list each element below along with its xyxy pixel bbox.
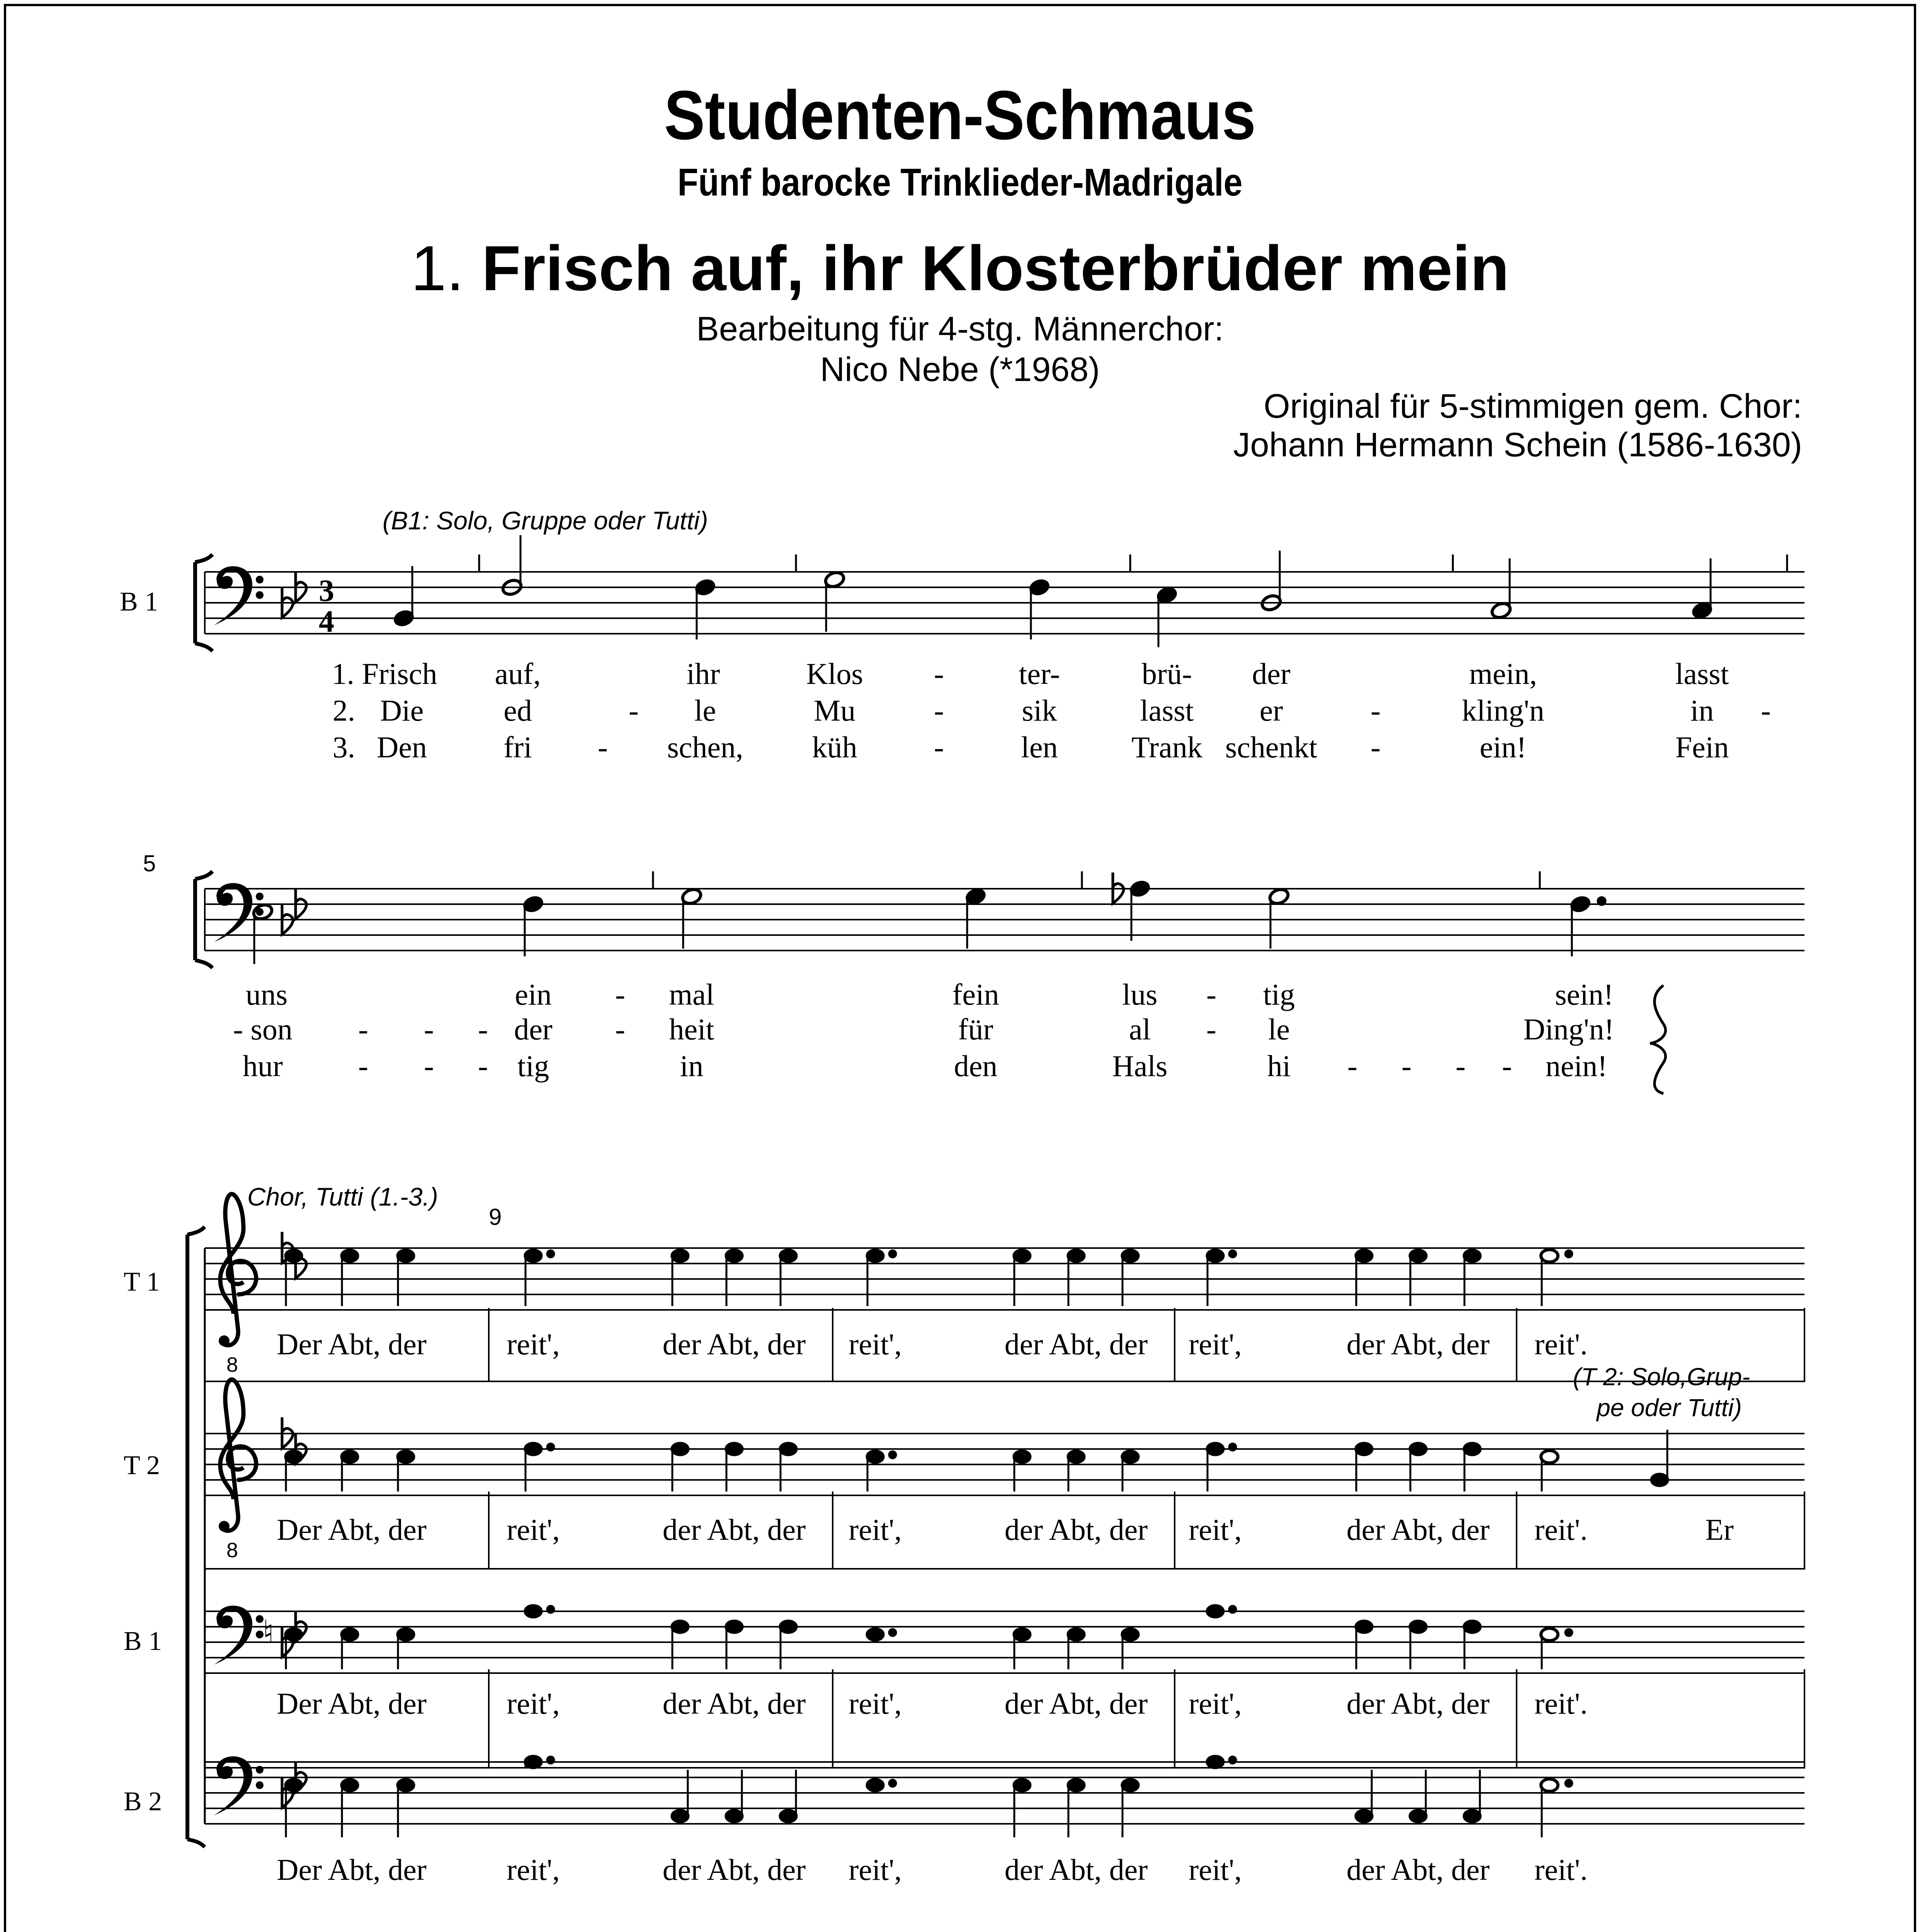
lyric: lasst	[1140, 694, 1194, 727]
lyric: 3.	[332, 730, 355, 764]
lyric: len	[1021, 730, 1058, 764]
lyric-cell: der Abt, der	[662, 1853, 806, 1886]
lyric: für	[958, 1012, 993, 1046]
lyric: hur	[243, 1049, 283, 1083]
lyric: Hals	[1112, 1049, 1168, 1083]
lyric: mal	[669, 978, 714, 1011]
lyric: fein	[952, 978, 999, 1011]
lyric: ihr	[686, 657, 720, 690]
lyric: 1. Frisch	[332, 657, 437, 690]
lyric: Mu	[813, 694, 856, 727]
lyric: er	[1259, 694, 1283, 727]
chorus-direction: Chor, Tutti (1.-3.)	[247, 1182, 438, 1211]
lyric-cell: der Abt, der	[1346, 1687, 1490, 1720]
lyric: -	[934, 730, 944, 764]
lyric-cell: Der Abt, der	[277, 1513, 427, 1546]
lyric: ein	[515, 978, 552, 1011]
lyric-cell: reit',	[849, 1687, 902, 1720]
lyric: der	[514, 1012, 553, 1046]
t1-notes	[285, 1250, 1572, 1306]
lyric-cell: reit',	[507, 1687, 560, 1720]
lyric-cell: reit',	[849, 1327, 902, 1361]
music-score: 8 (B1: Solo, Gruppe oder Tutti) B 1 3 4 1. Frisch auf, ihr Klos - ter- brü- der mein, lasst 2. Die ed - le Mu - sik lasst er - kling'n in - 3. Den fri - schen, küh - len Trank schenkt - ein! Fein 5 uns ein - mal fein lus - tig sein! - son - - - der - heit für al - le Ding'n! hur - - - tig in den Hals hi - - - - nein! Chor, Tutti (1.-3.) 9 T 1 T 2 B 1 B 2 ♮ Der Abt, der reit', der Abt, der reit', der Abt, der reit', der Abt, der reit'. Der Abt, der reit', der Abt, der reit', der Abt, der reit', der Abt, der reit'. Er Der Abt, der reit', der Abt, der reit', der Abt, der reit', der Abt, der reit'. Der Abt, der reit', der Abt, der reit', der Abt, der reit', der Abt, der reit'. (T 2: Solo,Grup- pe oder Tutti)	[0, 0, 1920, 1932]
lyric: -	[615, 1012, 625, 1046]
collection-title: Studenten-Schmaus	[664, 77, 1256, 154]
lyric: le	[694, 694, 716, 727]
lyric: schenkt	[1225, 730, 1318, 764]
lyric: ed	[503, 694, 532, 727]
lyric-cell: reit',	[849, 1853, 902, 1886]
lyric: Den	[377, 730, 427, 764]
lyric-cell: der Abt, der	[1004, 1513, 1148, 1546]
t2-pickup-lyric: Er	[1705, 1513, 1734, 1546]
lyric: 2.	[332, 694, 355, 727]
lyric-cell: reit',	[507, 1513, 560, 1546]
lyric: -	[1371, 730, 1381, 764]
lyric-cell: reit'.	[1534, 1327, 1588, 1361]
lyric: -	[934, 657, 944, 690]
lyric: küh	[812, 730, 857, 764]
system-3	[124, 1182, 1804, 1886]
lyric: ein!	[1480, 730, 1527, 764]
lyric: -	[1401, 1049, 1412, 1083]
t2-direction: (T 2: Solo,Grup-	[1573, 1363, 1750, 1391]
time-signature-top: 3	[319, 574, 334, 608]
lyric: le	[1268, 1012, 1290, 1046]
system-2	[143, 850, 1804, 1094]
verse-bracket	[1650, 985, 1665, 1094]
collection-subtitle: Fünf barocke Trinklieder-Madrigale	[677, 161, 1243, 204]
lyrics-system-2	[233, 978, 1614, 1083]
lyric: sik	[1022, 694, 1057, 727]
arranger-name: Nico Nebe (*1968)	[820, 350, 1100, 388]
system-1	[120, 506, 1804, 764]
lyric: lus	[1122, 978, 1158, 1011]
lyric-cell: reit',	[849, 1513, 902, 1546]
lyric: - son	[233, 1012, 293, 1046]
lyric: der	[1252, 657, 1291, 690]
lyric: -	[629, 694, 639, 727]
lyric: Klos	[806, 657, 863, 690]
lyric: -	[1761, 694, 1771, 727]
lyric-cell: der Abt, der	[1004, 1853, 1148, 1886]
lyric: -	[358, 1012, 368, 1046]
lyric: in	[680, 1049, 704, 1083]
lyric: -	[1347, 1049, 1357, 1083]
b1-chorus-notes	[263, 1605, 1572, 1669]
lyric: -	[424, 1049, 434, 1083]
lyric-cell: reit'.	[1534, 1513, 1588, 1546]
solo-direction-b1: (B1: Solo, Gruppe oder Tutti)	[383, 506, 708, 535]
lyric-cell: reit',	[1189, 1513, 1242, 1546]
lyric: ter-	[1019, 657, 1060, 690]
lyric: -	[478, 1012, 488, 1046]
lyric: -	[478, 1049, 488, 1083]
measure-number: 5	[143, 850, 156, 876]
lyric: Die	[380, 694, 424, 727]
lyric: hi	[1267, 1049, 1291, 1083]
lyric-cell: Der Abt, der	[277, 1327, 427, 1361]
lyric: heit	[669, 1012, 714, 1046]
lyric-cell: der Abt, der	[1004, 1327, 1148, 1361]
lyric-cell: reit'.	[1534, 1853, 1588, 1886]
lyric: -	[358, 1049, 368, 1083]
lyric-cell: Der Abt, der	[277, 1853, 427, 1886]
lyric-cell: der Abt, der	[662, 1687, 806, 1720]
lyric-cell: reit',	[507, 1327, 560, 1361]
lyric: tig	[517, 1049, 549, 1083]
lyric: -	[1502, 1049, 1512, 1083]
lyric-cell: reit',	[1189, 1687, 1242, 1720]
lyric: brü-	[1142, 657, 1192, 690]
lyric: fri	[503, 730, 532, 764]
lyric: lasst	[1675, 657, 1729, 690]
lyrics-system-3	[277, 1327, 1734, 1886]
lyric: den	[954, 1049, 998, 1083]
lyric: mein,	[1469, 657, 1537, 690]
lyric: -	[1206, 978, 1216, 1011]
lyric: Ding'n!	[1523, 1012, 1614, 1046]
svg-text:♮: ♮	[263, 1615, 274, 1649]
song-name: Frisch auf, ihr Klosterbrüder mein	[481, 233, 1509, 304]
lyric: -	[1206, 1012, 1216, 1046]
lyric-cell: der Abt, der	[1004, 1687, 1148, 1720]
lyric: -	[615, 978, 625, 1011]
lyric: in	[1690, 694, 1714, 727]
part-label-t1: T 1	[124, 1267, 160, 1297]
measure-number: 9	[489, 1204, 502, 1230]
lyric-cell: Der Abt, der	[277, 1687, 427, 1720]
lyric: tig	[1263, 978, 1295, 1011]
lyric-cell: der Abt, der	[662, 1513, 806, 1546]
lyric-cell: der Abt, der	[662, 1327, 806, 1361]
part-label-b1: B 1	[120, 587, 158, 617]
lyric-cell: reit',	[1189, 1327, 1242, 1361]
original-credit: Original für 5-stimmigen gem. Chor:	[1264, 387, 1802, 425]
lyric: -	[1456, 1049, 1466, 1083]
lyric: nein!	[1545, 1049, 1608, 1083]
part-label-b2: B 2	[124, 1787, 162, 1816]
t2-direction: pe oder Tutti)	[1597, 1394, 1742, 1422]
lyric: -	[934, 694, 944, 727]
lyric: auf,	[495, 657, 541, 690]
part-label-b1-chorus: B 1	[124, 1626, 162, 1656]
lyric-cell: reit',	[507, 1853, 560, 1886]
song-number: 1.	[411, 233, 464, 304]
composer-name: Johann Hermann Schein (1586-1630)	[1233, 425, 1802, 464]
lyric: -	[424, 1012, 434, 1046]
lyric-cell: der Abt, der	[1346, 1327, 1490, 1361]
arrangement-credit: Bearbeitung für 4-stg. Männerchor:	[696, 310, 1224, 348]
lyrics-system-1	[332, 657, 1771, 764]
lyric: -	[1371, 694, 1381, 727]
lyric: Fein	[1675, 730, 1729, 764]
lyric-cell: der Abt, der	[1346, 1853, 1490, 1886]
t2-notes	[285, 1430, 1668, 1492]
part-label-t2: T 2	[124, 1451, 160, 1480]
lyric: al	[1129, 1012, 1151, 1046]
lyric: Trank	[1131, 730, 1202, 764]
lyric: uns	[245, 978, 288, 1011]
lyric-cell: reit'.	[1534, 1687, 1588, 1720]
lyric: sein!	[1555, 978, 1614, 1011]
lyric-cell: reit',	[1189, 1853, 1242, 1886]
time-signature-bottom: 4	[319, 605, 334, 639]
lyric: -	[598, 730, 608, 764]
lyric-cell: der Abt, der	[1346, 1513, 1490, 1546]
lyric: kling'n	[1462, 694, 1544, 727]
lyric: schen,	[667, 730, 743, 764]
